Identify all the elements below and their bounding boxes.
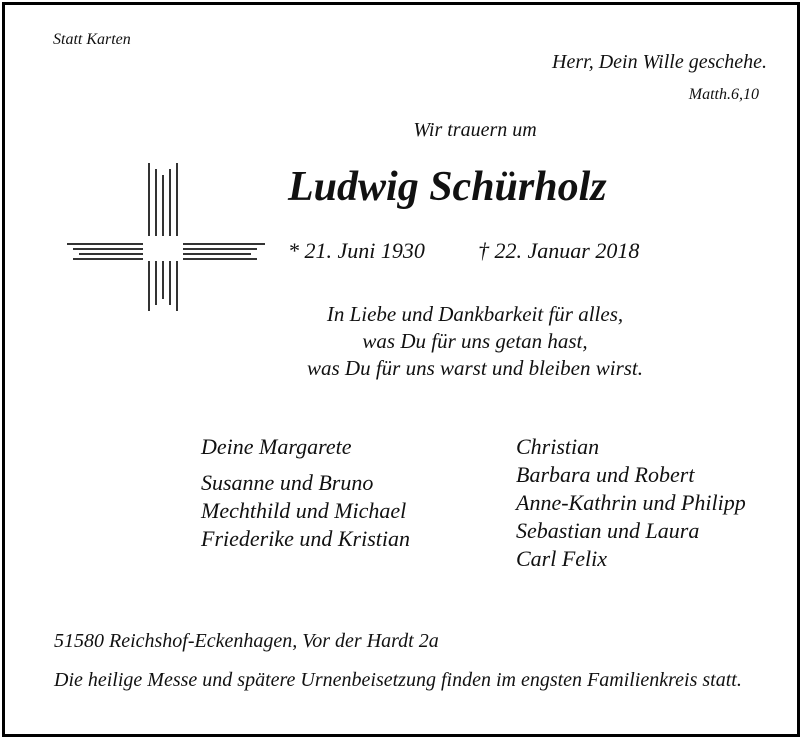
verse-line: was Du für uns warst und bleiben wirst.: [306, 356, 644, 380]
mourner-name: Christian: [516, 434, 600, 459]
bible-quote: Herr, Dein Wille geschehe.: [552, 51, 767, 73]
mourners-left-column: [201, 433, 410, 553]
mourners-right-column: [516, 433, 746, 573]
intro-line: Wir trauern um: [413, 119, 537, 141]
mourner-name: Barbara und Robert: [516, 462, 695, 487]
spouse-name: Deine Margarete: [201, 434, 352, 459]
obituary-card: [2, 2, 800, 737]
verse-line: was Du für uns getan hast,: [362, 329, 588, 353]
family-address: 51580 Reichshof-Eckenhagen, Vor der Hardt 2a: [54, 630, 439, 652]
verse-line: In Liebe und Dankbarkeit für alles,: [326, 302, 624, 326]
statt-karten-label: Statt Karten: [53, 31, 131, 48]
mourner-name: Carl Felix: [516, 546, 608, 571]
death-date: † 22. Januar 2018: [478, 238, 640, 263]
mourner-family: Friederike und Kristian: [201, 526, 410, 551]
memorial-verse: [270, 301, 680, 382]
mourner-family: Susanne und Bruno: [201, 470, 374, 495]
birth-date: * 21. Juni 1930: [288, 238, 425, 263]
christian-cross-icon: [65, 161, 275, 311]
bible-quote-reference: Matth.6,10: [688, 86, 759, 103]
mourner-name: Anne-Kathrin und Philipp: [516, 490, 746, 515]
mourner-family: Mechthild und Michael: [201, 498, 407, 523]
funeral-note: Die heilige Messe und spätere Urnenbeisetzung finden im engsten Familienkreis statt.: [54, 669, 742, 691]
mourner-name: Sebastian und Laura: [516, 518, 700, 543]
deceased-name: Ludwig Schürholz: [288, 164, 607, 210]
